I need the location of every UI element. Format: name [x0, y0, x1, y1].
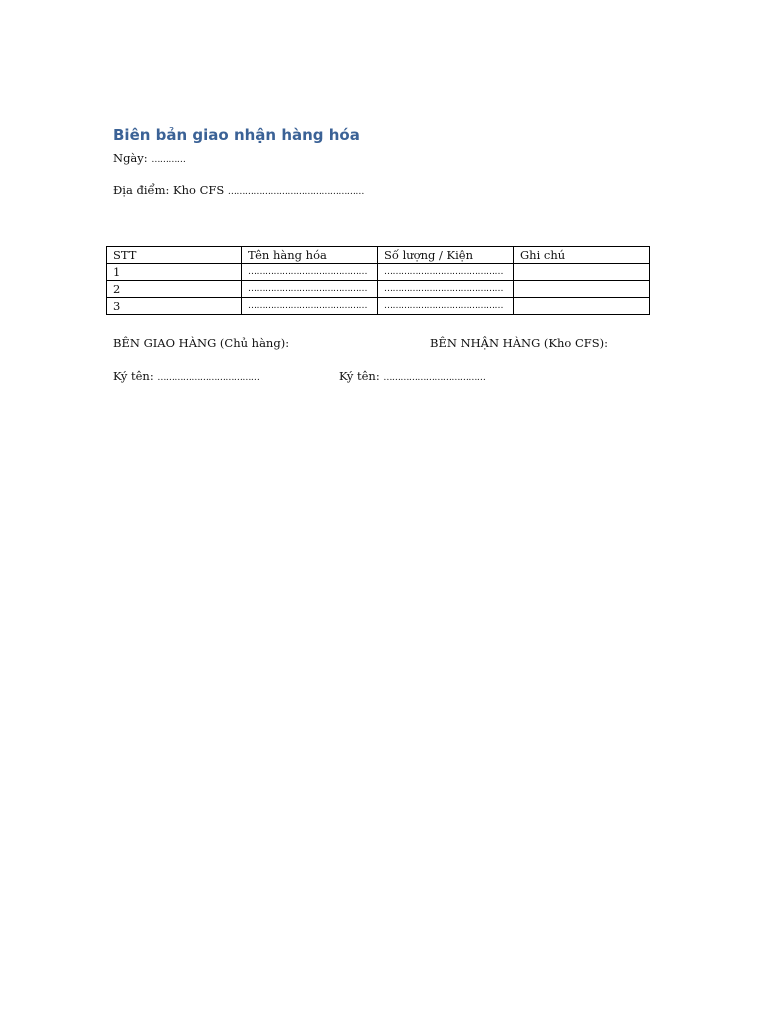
cell-quantity: …………………………………… [378, 264, 514, 281]
table-row [107, 298, 650, 315]
cell-item-name: …………………………………… [242, 298, 378, 315]
cell-stt: 1 [107, 264, 242, 281]
receiver-signature-line [339, 369, 485, 383]
place-line [113, 183, 364, 197]
header-item-name: Tên hàng hóa [242, 247, 378, 264]
table-row [107, 281, 650, 298]
giver-label: BÊN GIAO HÀNG (Chủ hàng): [113, 336, 290, 350]
cell-quantity: …………………………………… [378, 281, 514, 298]
receiver-label: BÊN NHẬN HÀNG (Kho CFS): [430, 336, 608, 350]
date-dots: ………… [151, 155, 186, 165]
goods-table [106, 246, 650, 315]
cell-note [514, 281, 650, 298]
header-stt: STT [107, 247, 242, 264]
header-quantity: Số lượng / Kiện [378, 247, 514, 264]
place-dots: ………………………………………… [227, 187, 364, 197]
date-label: Ngày: [113, 151, 152, 165]
cell-note [514, 264, 650, 281]
receiver-sign-dots: ……………………………… [383, 373, 486, 383]
table-row [107, 264, 650, 281]
header-note: Ghi chú [514, 247, 650, 264]
giver-signature-line [113, 369, 259, 383]
receiver-sign-label: Ký tên: [339, 369, 384, 383]
table-header-row [107, 247, 650, 264]
cell-stt: 3 [107, 298, 242, 315]
giver-sign-dots: ……………………………… [157, 373, 260, 383]
place-label: Địa điểm: Kho CFS [113, 183, 228, 197]
cell-note [514, 298, 650, 315]
cell-quantity: …………………………………… [378, 298, 514, 315]
cell-stt: 2 [107, 281, 242, 298]
document-title: Biên bản giao nhận hàng hóa [113, 126, 360, 144]
giver-sign-label: Ký tên: [113, 369, 158, 383]
cell-item-name: …………………………………… [242, 281, 378, 298]
date-line [113, 151, 185, 165]
cell-item-name: …………………………………… [242, 264, 378, 281]
